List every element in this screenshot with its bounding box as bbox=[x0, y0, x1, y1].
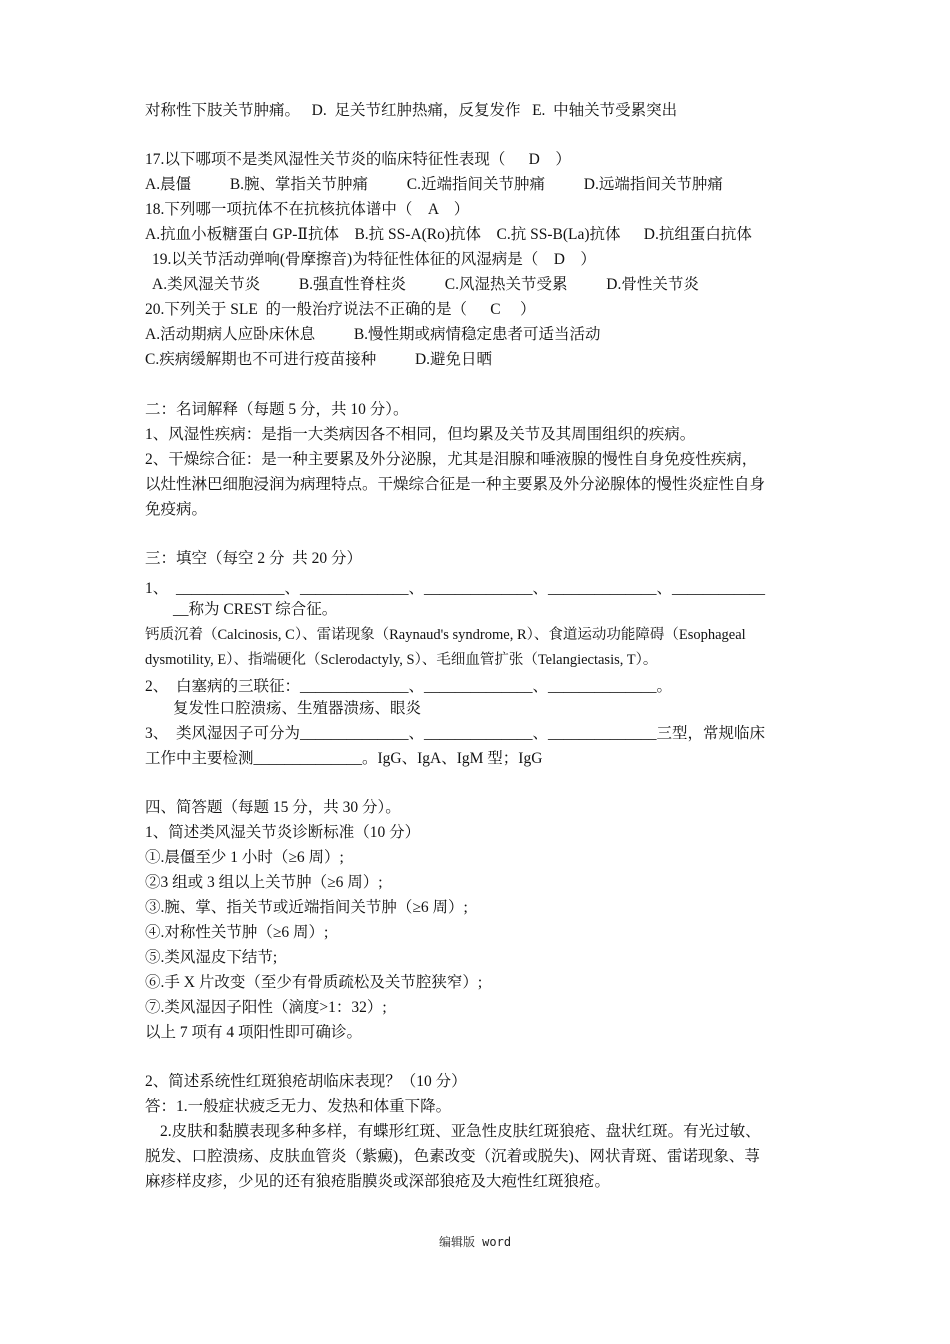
question-17: 17.以下哪项不是类风湿性关节炎的临床特征性表现（ D ） bbox=[145, 151, 571, 168]
list-item: ⑦.类风湿因子阳性（滴度>1：32）; bbox=[145, 999, 387, 1016]
question-19-options: A.类风湿关节炎 B.强直性脊柱炎 C.风湿热关节受累 D.骨性关节炎 bbox=[152, 276, 699, 293]
question-18-options: A.抗血小板糖蛋白 GP-Ⅱ抗体 B.抗 SS-A(Ro)抗体 C.抗 SS-B(La)抗体 D.抗组蛋白抗体 bbox=[145, 226, 752, 243]
fill-blank-3: 3、 类风湿因子可分为______________、______________、______________三型，常规临床 bbox=[145, 725, 766, 742]
section-heading: 二：名词解释（每题 5 分，共 10 分）。 bbox=[145, 401, 409, 418]
question-18: 18.下列哪一项抗体不在抗核抗体谱中（ A ） bbox=[145, 201, 470, 218]
text-line: 以上 7 项有 4 项阳性即可确诊。 bbox=[145, 1024, 363, 1041]
answer-line: dysmotility, E）、指端硬化（Sclerodactyly, S）、毛细血管扩张（Telangiectasis, T）。 bbox=[145, 652, 658, 668]
list-item: ④.对称性关节肿（≥6 周）; bbox=[145, 924, 329, 941]
question-20-options-cd: C.疾病缓解期也不可进行疫苗接种 D.避免日晒 bbox=[145, 351, 493, 368]
question-19: 19.以关节活动弹响(骨摩擦音)为特征性体征的风湿病是（ D ） bbox=[152, 251, 596, 268]
fill-blank-1-tail: __称为 CREST 综合征。 bbox=[173, 601, 338, 618]
section-heading: 四、简答题（每题 15 分，共 30 分）。 bbox=[145, 799, 401, 816]
text-line: 2、干燥综合征：是一种主要累及外分泌腺，尤其是泪腺和唾液腺的慢性自身免疫性疾病， bbox=[145, 451, 758, 468]
list-item: ⑤.类风湿皮下结节; bbox=[145, 949, 278, 966]
text-line: 1、风湿性疾病：是指一大类病因各不相同，但均累及关节及其周围组织的疾病。 bbox=[145, 426, 696, 443]
page-footer: 编辑版 word bbox=[438, 1235, 512, 1249]
question-20-options-ab: A.活动期病人应卧床休息 B.慢性期或病情稳定患者可适当活动 bbox=[145, 326, 601, 343]
question-17-options: A.晨僵 B.腕、掌指关节肿痛 C.近端指间关节肿痛 D.远端指间关节肿痛 bbox=[145, 176, 723, 193]
list-item: ①.晨僵至少 1 小时（≥6 周）; bbox=[145, 849, 344, 866]
text-line: 2、简述系统性红斑狼疮胡临床表现？（10 分） bbox=[145, 1073, 467, 1090]
list-item: ②3 组或 3 组以上关节肿（≥6 周）; bbox=[145, 874, 383, 891]
text-line: 以灶性淋巴细胞浸润为病理特点。干燥综合征是一种主要累及外分泌腺体的慢性炎症性自身 bbox=[145, 476, 766, 493]
text-line: 免疫病。 bbox=[145, 501, 208, 518]
section-heading: 三：填空（每空 2 分 共 20 分） bbox=[145, 550, 363, 567]
text-line: 1、简述类风湿关节炎诊断标准（10 分） bbox=[145, 824, 421, 841]
answer-line: 钙质沉着（Calcinosis, C）、雷诺现象（Raynaud's syndrome, R）、食道运动功能障碍（Esophageal bbox=[145, 627, 746, 643]
list-item: ③.腕、掌、指关节或近端指间关节肿（≥6 周）; bbox=[145, 899, 468, 916]
fill-blank-1: 1、 ______________、______________、______________、______________、____________ bbox=[145, 580, 766, 597]
list-item: ⑥.手 X 片改变（至少有骨质疏松及关节腔狭窄）; bbox=[145, 974, 483, 991]
fill-blank-2: 2、 白塞病的三联征：______________、______________、______________。 bbox=[145, 678, 673, 695]
text-line: 脱发、口腔溃疡、皮肤血管炎（紫癜)，色素改变（沉着或脱失)、网状青斑、雷诺现象、荨 bbox=[145, 1148, 760, 1165]
text-line: 麻疹样皮疹，少见的还有狼疮脂膜炎或深部狼疮及大疱性红斑狼疮。 bbox=[145, 1173, 611, 1190]
text-line: 2.皮肤和黏膜表现多种多样，有蝶形红斑、亚急性皮肤红斑狼疮、盘状红斑。有光过敏、 bbox=[160, 1123, 761, 1140]
question-20: 20.下列关于 SLE 的一般治疗说法不正确的是（ C ） bbox=[145, 301, 536, 318]
text-line: 答：1.一般症状疲乏无力、发热和体重下降。 bbox=[145, 1098, 452, 1115]
text-line: 对称性下肢关节肿痛。 D. 足关节红肿热痛，反复发作 E. 中轴关节受累突出 bbox=[145, 102, 678, 119]
answer-line: 工作中主要检测______________。IgG、IgA、IgM 型；IgG bbox=[145, 750, 543, 767]
answer-line: 复发性口腔溃疡、生殖器溃疡、眼炎 bbox=[173, 700, 422, 717]
